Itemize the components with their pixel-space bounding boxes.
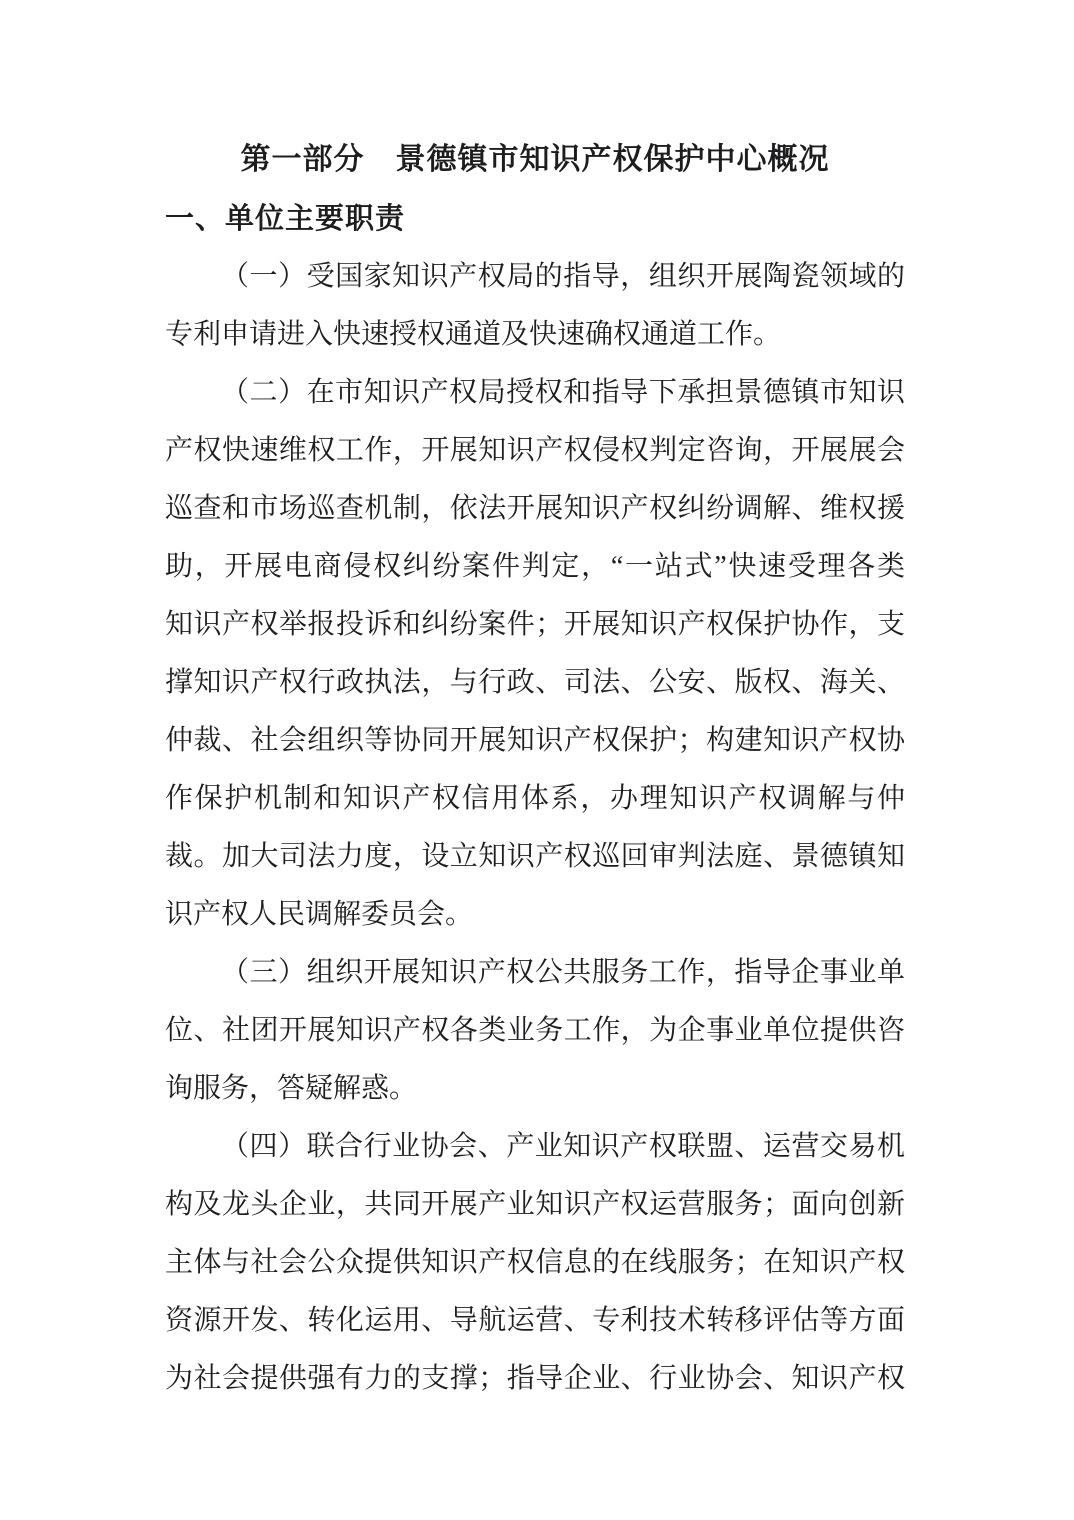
text-line: 裁。加大司法力度，设立知识产权巡回审判法庭、景德镇知 xyxy=(165,841,905,872)
text-line: （一）受国家知识产权局的指导，组织开展陶瓷领域的 xyxy=(221,261,905,292)
text-line: 巡查和市场巡查机制，依法开展知识产权纠纷调解、维权援 xyxy=(165,493,905,524)
text-line: 仲裁、社会组织等协同开展知识产权保护；构建知识产权协 xyxy=(165,725,905,756)
text-line: （四）联合行业协会、产业知识产权联盟、运营交易机 xyxy=(221,1131,905,1162)
paragraph xyxy=(165,364,905,944)
document-body xyxy=(165,248,905,1408)
text-line: 助，开展电商侵权纠纷案件判定，“一站式”快速受理各类 xyxy=(165,551,905,582)
paragraph xyxy=(165,944,905,1118)
paragraph xyxy=(165,248,905,364)
document-title: 第一部分 景德镇市知识产权保护中心概况 xyxy=(240,143,830,176)
text-line: 为社会提供强有力的支撑；指导企业、行业协会、知识产权 xyxy=(165,1363,905,1394)
text-line: 询服务，答疑解惑。 xyxy=(165,1073,418,1104)
paragraph xyxy=(165,1118,905,1408)
text-line: 资源开发、转化运用、导航运营、专利技术转移评估等方面 xyxy=(165,1305,905,1336)
text-line: 撑知识产权行政执法，与行政、司法、公安、版权、海关、 xyxy=(165,667,905,698)
text-line: 构及龙头企业，共同开展产业知识产权运营服务；面向创新 xyxy=(165,1189,905,1220)
text-line: （三）组织开展知识产权公共服务工作，指导企事业单 xyxy=(221,957,905,988)
section-heading: 一、单位主要职责 xyxy=(165,203,406,235)
text-line: 产权快速维权工作，开展知识产权侵权判定咨询，开展展会 xyxy=(165,435,905,466)
text-line: 作保护机制和知识产权信用体系，办理知识产权调解与仲 xyxy=(165,783,905,814)
text-line: 主体与社会公众提供知识产权信息的在线服务；在知识产权 xyxy=(165,1247,905,1278)
text-line: 专利申请进入快速授权通道及快速确权通道工作。 xyxy=(165,319,782,350)
document-content xyxy=(165,130,905,1408)
text-line: 位、社团开展知识产权各类业务工作，为企事业单位提供咨 xyxy=(165,1015,905,1046)
text-line: 识产权人民调解委员会。 xyxy=(165,899,474,930)
text-line: 知识产权举报投诉和纠纷案件；开展知识产权保护协作，支 xyxy=(165,609,905,640)
text-line: （二）在市知识产权局授权和指导下承担景德镇市知识 xyxy=(221,377,905,408)
